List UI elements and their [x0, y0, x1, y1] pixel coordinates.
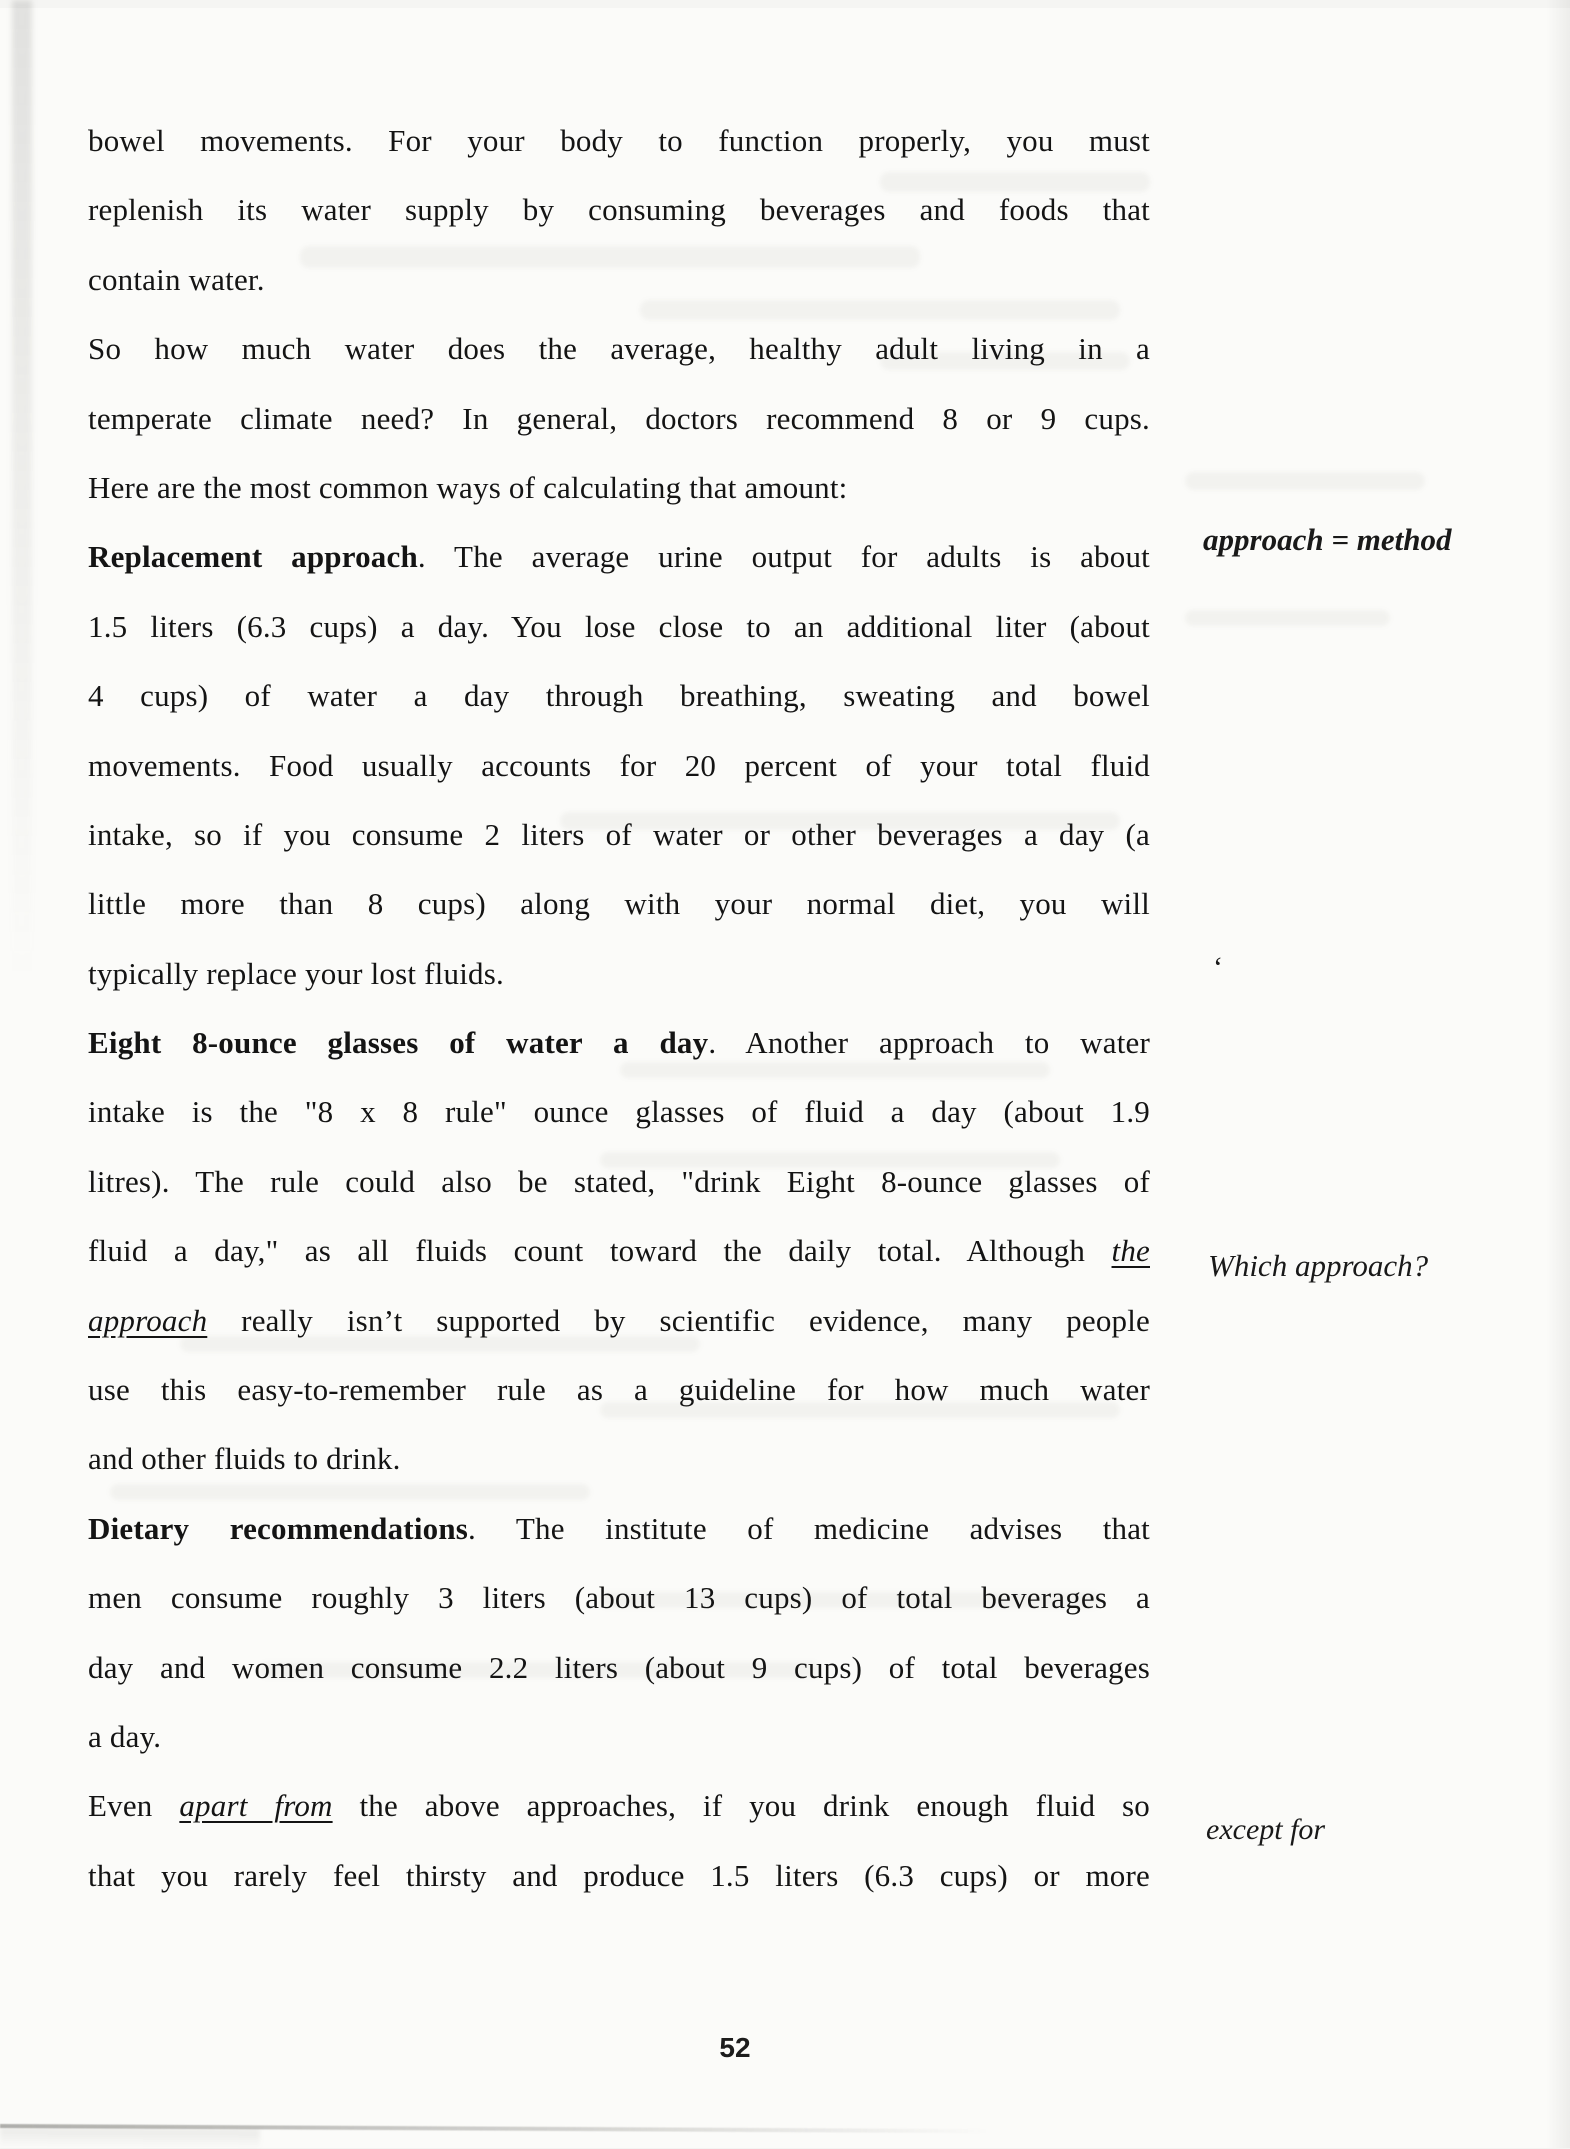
page-number: 52 [719, 2032, 751, 2063]
text-segment: fluid a day," as all fluids count toward the daily total. Although [88, 1233, 1112, 1269]
text-line [88, 1841, 1150, 1910]
text-line [88, 1147, 1150, 1216]
text-segment: typically replace your lost fluids. [88, 955, 504, 991]
text-segment: intake, so if you consume 2 liters of water or other beverages a day (a [88, 816, 1150, 852]
margin-note-which-approach: Which approach? [1208, 1248, 1429, 1283]
text-line [88, 453, 1150, 522]
text-segment: a day. [88, 1718, 162, 1754]
text-line [88, 731, 1150, 800]
text-line [88, 661, 1150, 730]
text-segment: So how much water does the average, healthy adult living in a [88, 331, 1150, 367]
scan-edge-shadow-left [12, 0, 32, 980]
text-line [88, 939, 1150, 1008]
text-line [88, 1286, 1150, 1355]
text-segment: movements. Food usually accounts for 20 percent of your total fluid [88, 747, 1150, 783]
text-segment: the above approaches, if you drink enough fluid so [332, 1788, 1150, 1824]
text-segment: . The institute of medicine advises that [468, 1510, 1150, 1546]
text-block [88, 106, 1150, 1910]
text-segment: men consume roughly 3 liters (about 13 cups) of total beverages a [88, 1580, 1150, 1616]
text-line [88, 1494, 1150, 1563]
text-line [88, 1424, 1150, 1493]
margin-note-approach-method: approach = method [1203, 522, 1452, 557]
text-segment: Eight 8-ounce glasses of water a day [88, 1025, 709, 1061]
text-segment: the [1111, 1233, 1150, 1269]
text-segment: use this easy-to-remember rule as a guideline for how much water [88, 1372, 1150, 1408]
text-line [88, 1771, 1150, 1840]
text-segment: contain water. [88, 261, 265, 297]
text-segment: 4 cups) of water a day through breathing, sweating and bowel [88, 678, 1150, 714]
text-line [88, 384, 1150, 453]
text-line [88, 869, 1150, 938]
text-segment: . Another approach to water [708, 1025, 1150, 1061]
text-segment: litres). The rule could also be stated, "drink Eight 8-ounce glasses of [88, 1163, 1150, 1199]
text-segment: bowel movements. For your body to function properly, you must [88, 123, 1150, 158]
text-segment: that you rarely feel thirsty and produce 1.5 liters (6.3 cups) or more [88, 1857, 1150, 1893]
text-segment: day and women consume 2.2 liters (about 9 cups) of total beverages [88, 1649, 1150, 1685]
text-segment: and other fluids to drink. [88, 1441, 401, 1477]
text-segment: temperate climate need? In general, doctors recommend 8 or 9 cups. [88, 400, 1150, 436]
text-line [88, 1077, 1150, 1146]
scan-page-edge-shade [0, 2128, 260, 2149]
scan-page-edge-line [0, 2124, 1030, 2133]
bleed-through-artifact [1185, 472, 1425, 490]
text-line [88, 245, 1150, 314]
text-line [88, 1563, 1150, 1632]
text-segment: Even [88, 1788, 180, 1824]
text-line [88, 800, 1150, 869]
text-segment: really isn’t supported by scientific evidence, many people [207, 1302, 1150, 1338]
stray-quote-mark: ‘ [1213, 951, 1223, 984]
text-segment: Dietary recommendations [88, 1510, 469, 1546]
text-line [88, 106, 1150, 175]
text-line [88, 1216, 1150, 1285]
scan-edge-shadow-right [1546, 0, 1570, 2148]
scan-edge-shadow-top [0, 0, 1570, 8]
text-segment: Here are the most common ways of calculating that amount: [88, 469, 848, 505]
text-line [88, 1355, 1150, 1424]
text-line [88, 1633, 1150, 1702]
text-segment: apart from [179, 1788, 333, 1824]
text-line [88, 1702, 1150, 1771]
text-segment: . The average urine output for adults is about [417, 539, 1150, 575]
text-segment: replenish its water supply by consuming beverages and foods that [88, 192, 1150, 228]
text-line [88, 175, 1150, 244]
bleed-through-artifact [1185, 610, 1390, 626]
text-line [88, 314, 1150, 383]
text-segment: Replacement approach [88, 539, 418, 575]
margin-note-except-for: except for [1206, 1813, 1326, 1846]
text-segment: little more than 8 cups) along with your normal diet, you will [88, 886, 1150, 922]
text-line [88, 1008, 1150, 1077]
text-segment: intake is the "8 x 8 rule" ounce glasses of fluid a day (about 1.9 [88, 1094, 1150, 1130]
text-line [88, 522, 1150, 591]
text-line [88, 592, 1150, 661]
text-segment: 1.5 liters (6.3 cups) a day. You lose close to an additional liter (about [88, 608, 1150, 644]
text-segment: approach [88, 1302, 208, 1338]
